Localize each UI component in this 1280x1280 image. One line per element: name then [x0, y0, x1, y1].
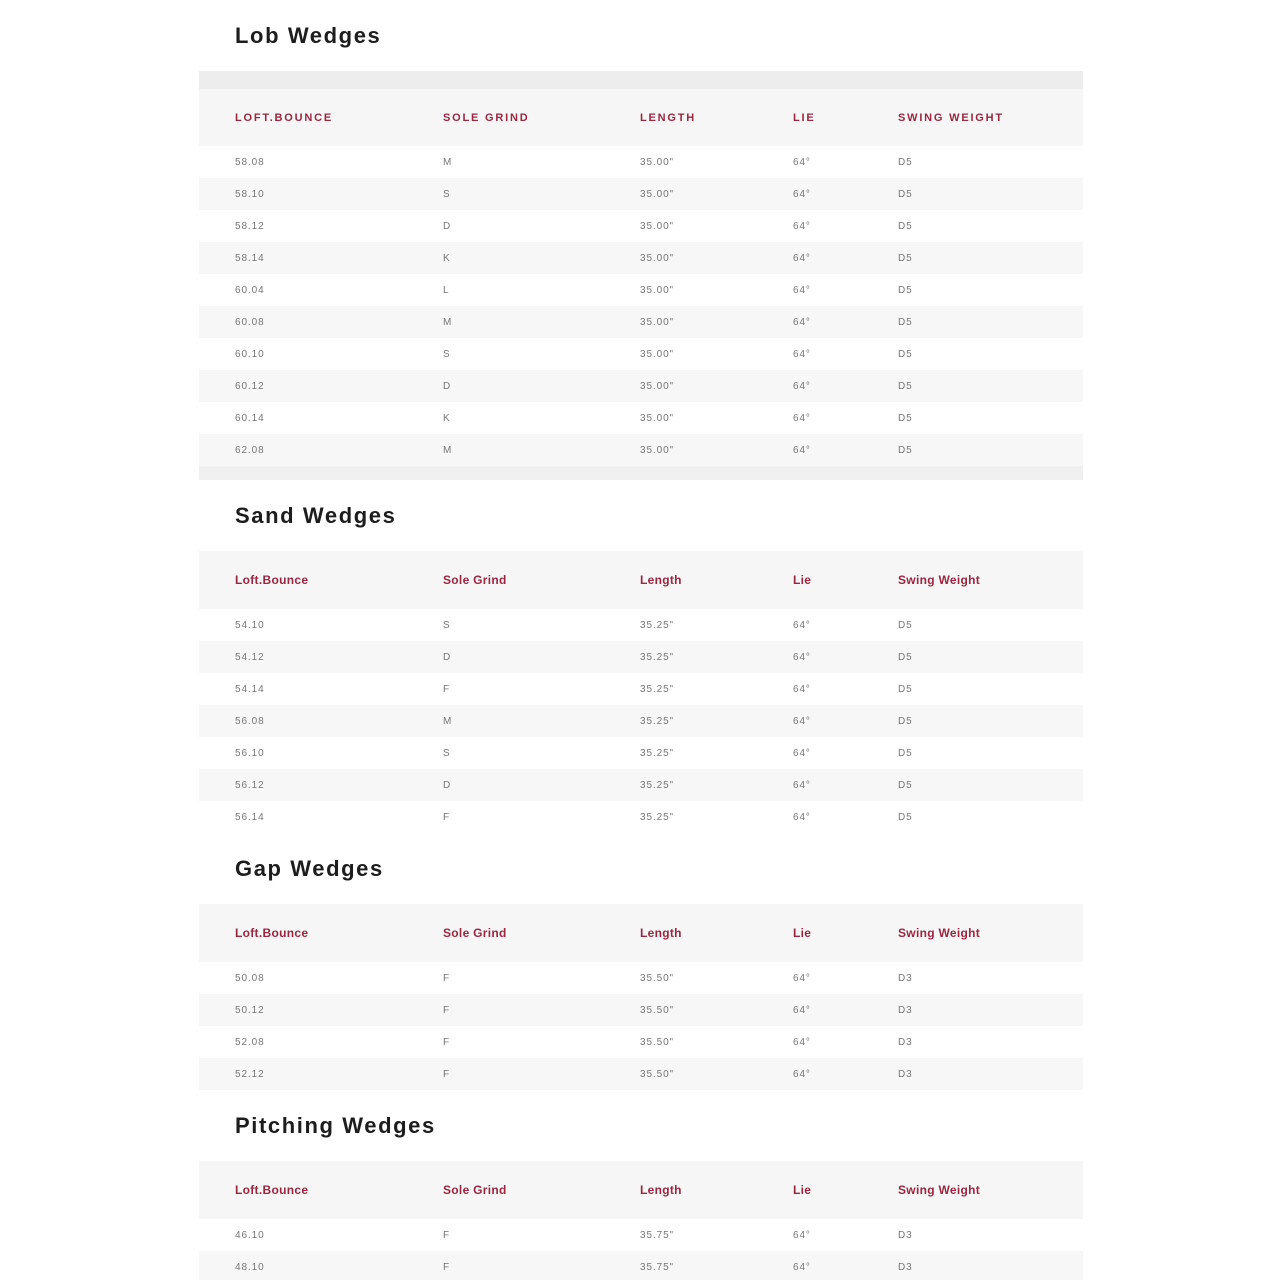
- table-cell: 54.14: [235, 683, 265, 695]
- column-header: Lie: [793, 926, 812, 940]
- column-header: Length: [640, 1183, 682, 1197]
- table-cell: 35.75": [640, 1229, 674, 1241]
- section-title: Gap Wedges: [235, 856, 384, 881]
- table-cell: 50.08: [235, 972, 265, 984]
- table-cell: 35.25": [640, 779, 674, 791]
- table-cell: 35.25": [640, 651, 674, 663]
- table-cell: 35.50": [640, 1068, 674, 1080]
- column-header: LIE: [793, 111, 816, 124]
- table-cell: F: [443, 972, 451, 984]
- table-cell: 35.00": [640, 412, 674, 424]
- table-body: [199, 146, 1083, 466]
- table-cell: 35.00": [640, 156, 674, 168]
- table-row: [199, 801, 1083, 833]
- table-header-row: [199, 904, 1083, 962]
- table-cell: 64°: [793, 747, 811, 759]
- table-cell: 64°: [793, 1036, 811, 1048]
- column-header: LENGTH: [640, 111, 697, 124]
- table-cell: 60.08: [235, 316, 265, 328]
- table-row: [199, 274, 1083, 306]
- table-cell: D5: [898, 619, 913, 631]
- table-row: [199, 242, 1083, 274]
- table-row: [199, 609, 1083, 641]
- table-cell: 35.50": [640, 1036, 674, 1048]
- table-cell: 35.00": [640, 220, 674, 232]
- column-header: Lie: [793, 573, 812, 587]
- section-sand-wedges: [199, 504, 1083, 833]
- table-cell: 64°: [793, 1229, 811, 1241]
- table-cell: D5: [898, 380, 913, 392]
- column-header: Length: [640, 926, 682, 940]
- table-cell: 56.12: [235, 779, 265, 791]
- table-cell: 48.10: [235, 1261, 265, 1273]
- table-row: [199, 306, 1083, 338]
- table-cell: S: [443, 188, 451, 200]
- table-cell: 35.00": [640, 252, 674, 264]
- table-cell: 64°: [793, 348, 811, 360]
- table-row: [199, 210, 1083, 242]
- table-cell: F: [443, 683, 451, 695]
- table-cell: D5: [898, 683, 913, 695]
- table-cell: 58.08: [235, 156, 265, 168]
- table-cell: 64°: [793, 619, 811, 631]
- table-cell: 35.25": [640, 715, 674, 727]
- table-row: [199, 1058, 1083, 1090]
- column-header: Swing Weight: [898, 1183, 981, 1197]
- table-cell: 56.10: [235, 747, 265, 759]
- table-cell: F: [443, 1229, 451, 1241]
- table-cell: D5: [898, 252, 913, 264]
- table-cell: 60.14: [235, 412, 265, 424]
- table-cell: 64°: [793, 252, 811, 264]
- table-header-row: [199, 89, 1083, 146]
- table-cell: 64°: [793, 651, 811, 663]
- table-cell: D5: [898, 412, 913, 424]
- table-cell: M: [443, 156, 453, 168]
- table-cell: 64°: [793, 316, 811, 328]
- table-cell: 62.08: [235, 444, 265, 456]
- table-cell: 35.00": [640, 348, 674, 360]
- table-cell: 35.00": [640, 316, 674, 328]
- section-gap-wedges: [199, 857, 1083, 1090]
- section-pitching-wedges: [199, 1114, 1083, 1280]
- table-cell: D: [443, 651, 452, 663]
- table-cell: S: [443, 348, 451, 360]
- table-row: [199, 1026, 1083, 1058]
- table-cell: F: [443, 1004, 451, 1016]
- column-header: LOFT.BOUNCE: [235, 111, 334, 124]
- table-cell: 52.08: [235, 1036, 265, 1048]
- table-cell: 64°: [793, 1261, 811, 1273]
- table-cell: 64°: [793, 1068, 811, 1080]
- table-top-strip: [199, 71, 1083, 89]
- spec-table: [199, 551, 1083, 833]
- column-header: SWING WEIGHT: [898, 111, 1004, 124]
- table-cell: D5: [898, 284, 913, 296]
- table-cell: 64°: [793, 972, 811, 984]
- table-cell: 35.25": [640, 811, 674, 823]
- table-cell: M: [443, 316, 453, 328]
- column-header: Lie: [793, 1183, 812, 1197]
- table-cell: D: [443, 380, 452, 392]
- table-cell: D5: [898, 188, 913, 200]
- table-cell: M: [443, 444, 453, 456]
- table-cell: D: [443, 220, 452, 232]
- table-cell: 64°: [793, 380, 811, 392]
- table-cell: 35.00": [640, 188, 674, 200]
- table-cell: 64°: [793, 412, 811, 424]
- table-cell: 35.50": [640, 1004, 674, 1016]
- table-header-row: [199, 1161, 1083, 1219]
- table-cell: 56.08: [235, 715, 265, 727]
- table-body: [199, 1219, 1083, 1280]
- table-cell: 35.50": [640, 972, 674, 984]
- table-cell: 35.00": [640, 380, 674, 392]
- table-cell: D3: [898, 1036, 913, 1048]
- table-cell: D3: [898, 1004, 913, 1016]
- table-cell: 64°: [793, 220, 811, 232]
- spec-table: [199, 71, 1083, 480]
- column-header: Length: [640, 573, 682, 587]
- spec-table: [199, 904, 1083, 1090]
- content: [199, 24, 1083, 1280]
- section-title: Pitching Wedges: [235, 1113, 436, 1138]
- table-body: [199, 609, 1083, 833]
- table-cell: D5: [898, 156, 913, 168]
- table-row: [199, 402, 1083, 434]
- table-cell: 60.10: [235, 348, 265, 360]
- table-cell: F: [443, 811, 451, 823]
- table-row: [199, 434, 1083, 466]
- column-header: Swing Weight: [898, 926, 981, 940]
- table-cell: 54.10: [235, 619, 265, 631]
- table-cell: 35.25": [640, 683, 674, 695]
- table-bottom-strip: [199, 466, 1083, 480]
- column-header: Sole Grind: [443, 926, 507, 940]
- table-cell: 60.12: [235, 380, 265, 392]
- table-cell: S: [443, 619, 451, 631]
- table-cell: D5: [898, 316, 913, 328]
- table-cell: 60.04: [235, 284, 265, 296]
- table-cell: 64°: [793, 444, 811, 456]
- table-cell: D5: [898, 444, 913, 456]
- table-cell: D5: [898, 779, 913, 791]
- table-cell: 46.10: [235, 1229, 265, 1241]
- table-cell: 35.75": [640, 1261, 674, 1273]
- table-row: [199, 769, 1083, 801]
- section-lob-wedges: [199, 24, 1083, 480]
- column-header: Sole Grind: [443, 573, 507, 587]
- table-row: [199, 673, 1083, 705]
- table-cell: D3: [898, 1261, 913, 1273]
- table-cell: 64°: [793, 779, 811, 791]
- table-row: [199, 962, 1083, 994]
- table-cell: 54.12: [235, 651, 265, 663]
- table-cell: K: [443, 252, 451, 264]
- column-header: Swing Weight: [898, 573, 981, 587]
- table-cell: M: [443, 715, 453, 727]
- table-row: [199, 370, 1083, 402]
- section-title: Lob Wedges: [235, 23, 382, 48]
- column-header: Loft.Bounce: [235, 1183, 309, 1197]
- table-row: [199, 641, 1083, 673]
- table-cell: D: [443, 779, 452, 791]
- table-cell: D5: [898, 715, 913, 727]
- table-cell: 58.14: [235, 252, 265, 264]
- table-cell: D3: [898, 1229, 913, 1241]
- table-cell: 50.12: [235, 1004, 265, 1016]
- table-cell: K: [443, 412, 451, 424]
- table-cell: 64°: [793, 1004, 811, 1016]
- table-row: [199, 1251, 1083, 1280]
- table-cell: 64°: [793, 284, 811, 296]
- table-cell: 58.10: [235, 188, 265, 200]
- table-cell: 35.00": [640, 444, 674, 456]
- column-header: SOLE GRIND: [443, 111, 530, 124]
- table-row: [199, 1219, 1083, 1251]
- table-cell: F: [443, 1261, 451, 1273]
- table-cell: 52.12: [235, 1068, 265, 1080]
- table-cell: D5: [898, 220, 913, 232]
- column-header: Loft.Bounce: [235, 926, 309, 940]
- table-cell: 35.25": [640, 619, 674, 631]
- table-cell: 64°: [793, 156, 811, 168]
- table-row: [199, 994, 1083, 1026]
- spec-table: [199, 1161, 1083, 1280]
- table-cell: 64°: [793, 188, 811, 200]
- table-row: [199, 705, 1083, 737]
- table-cell: 35.00": [640, 284, 674, 296]
- table-row: [199, 146, 1083, 178]
- column-header: Loft.Bounce: [235, 573, 309, 587]
- table-header-row: [199, 551, 1083, 609]
- table-row: [199, 178, 1083, 210]
- table-cell: D3: [898, 1068, 913, 1080]
- table-cell: D5: [898, 651, 913, 663]
- column-header: Sole Grind: [443, 1183, 507, 1197]
- table-cell: D5: [898, 811, 913, 823]
- table-cell: D5: [898, 747, 913, 759]
- table-cell: 35.25": [640, 747, 674, 759]
- table-cell: 58.12: [235, 220, 265, 232]
- table-cell: S: [443, 747, 451, 759]
- table-body: [199, 962, 1083, 1090]
- table-row: [199, 338, 1083, 370]
- table-cell: F: [443, 1036, 451, 1048]
- table-cell: L: [443, 284, 450, 296]
- table-cell: F: [443, 1068, 451, 1080]
- table-row: [199, 737, 1083, 769]
- table-cell: 64°: [793, 715, 811, 727]
- section-title: Sand Wedges: [235, 503, 397, 528]
- table-cell: 64°: [793, 811, 811, 823]
- table-cell: 56.14: [235, 811, 265, 823]
- table-cell: D3: [898, 972, 913, 984]
- table-cell: 64°: [793, 683, 811, 695]
- table-cell: D5: [898, 348, 913, 360]
